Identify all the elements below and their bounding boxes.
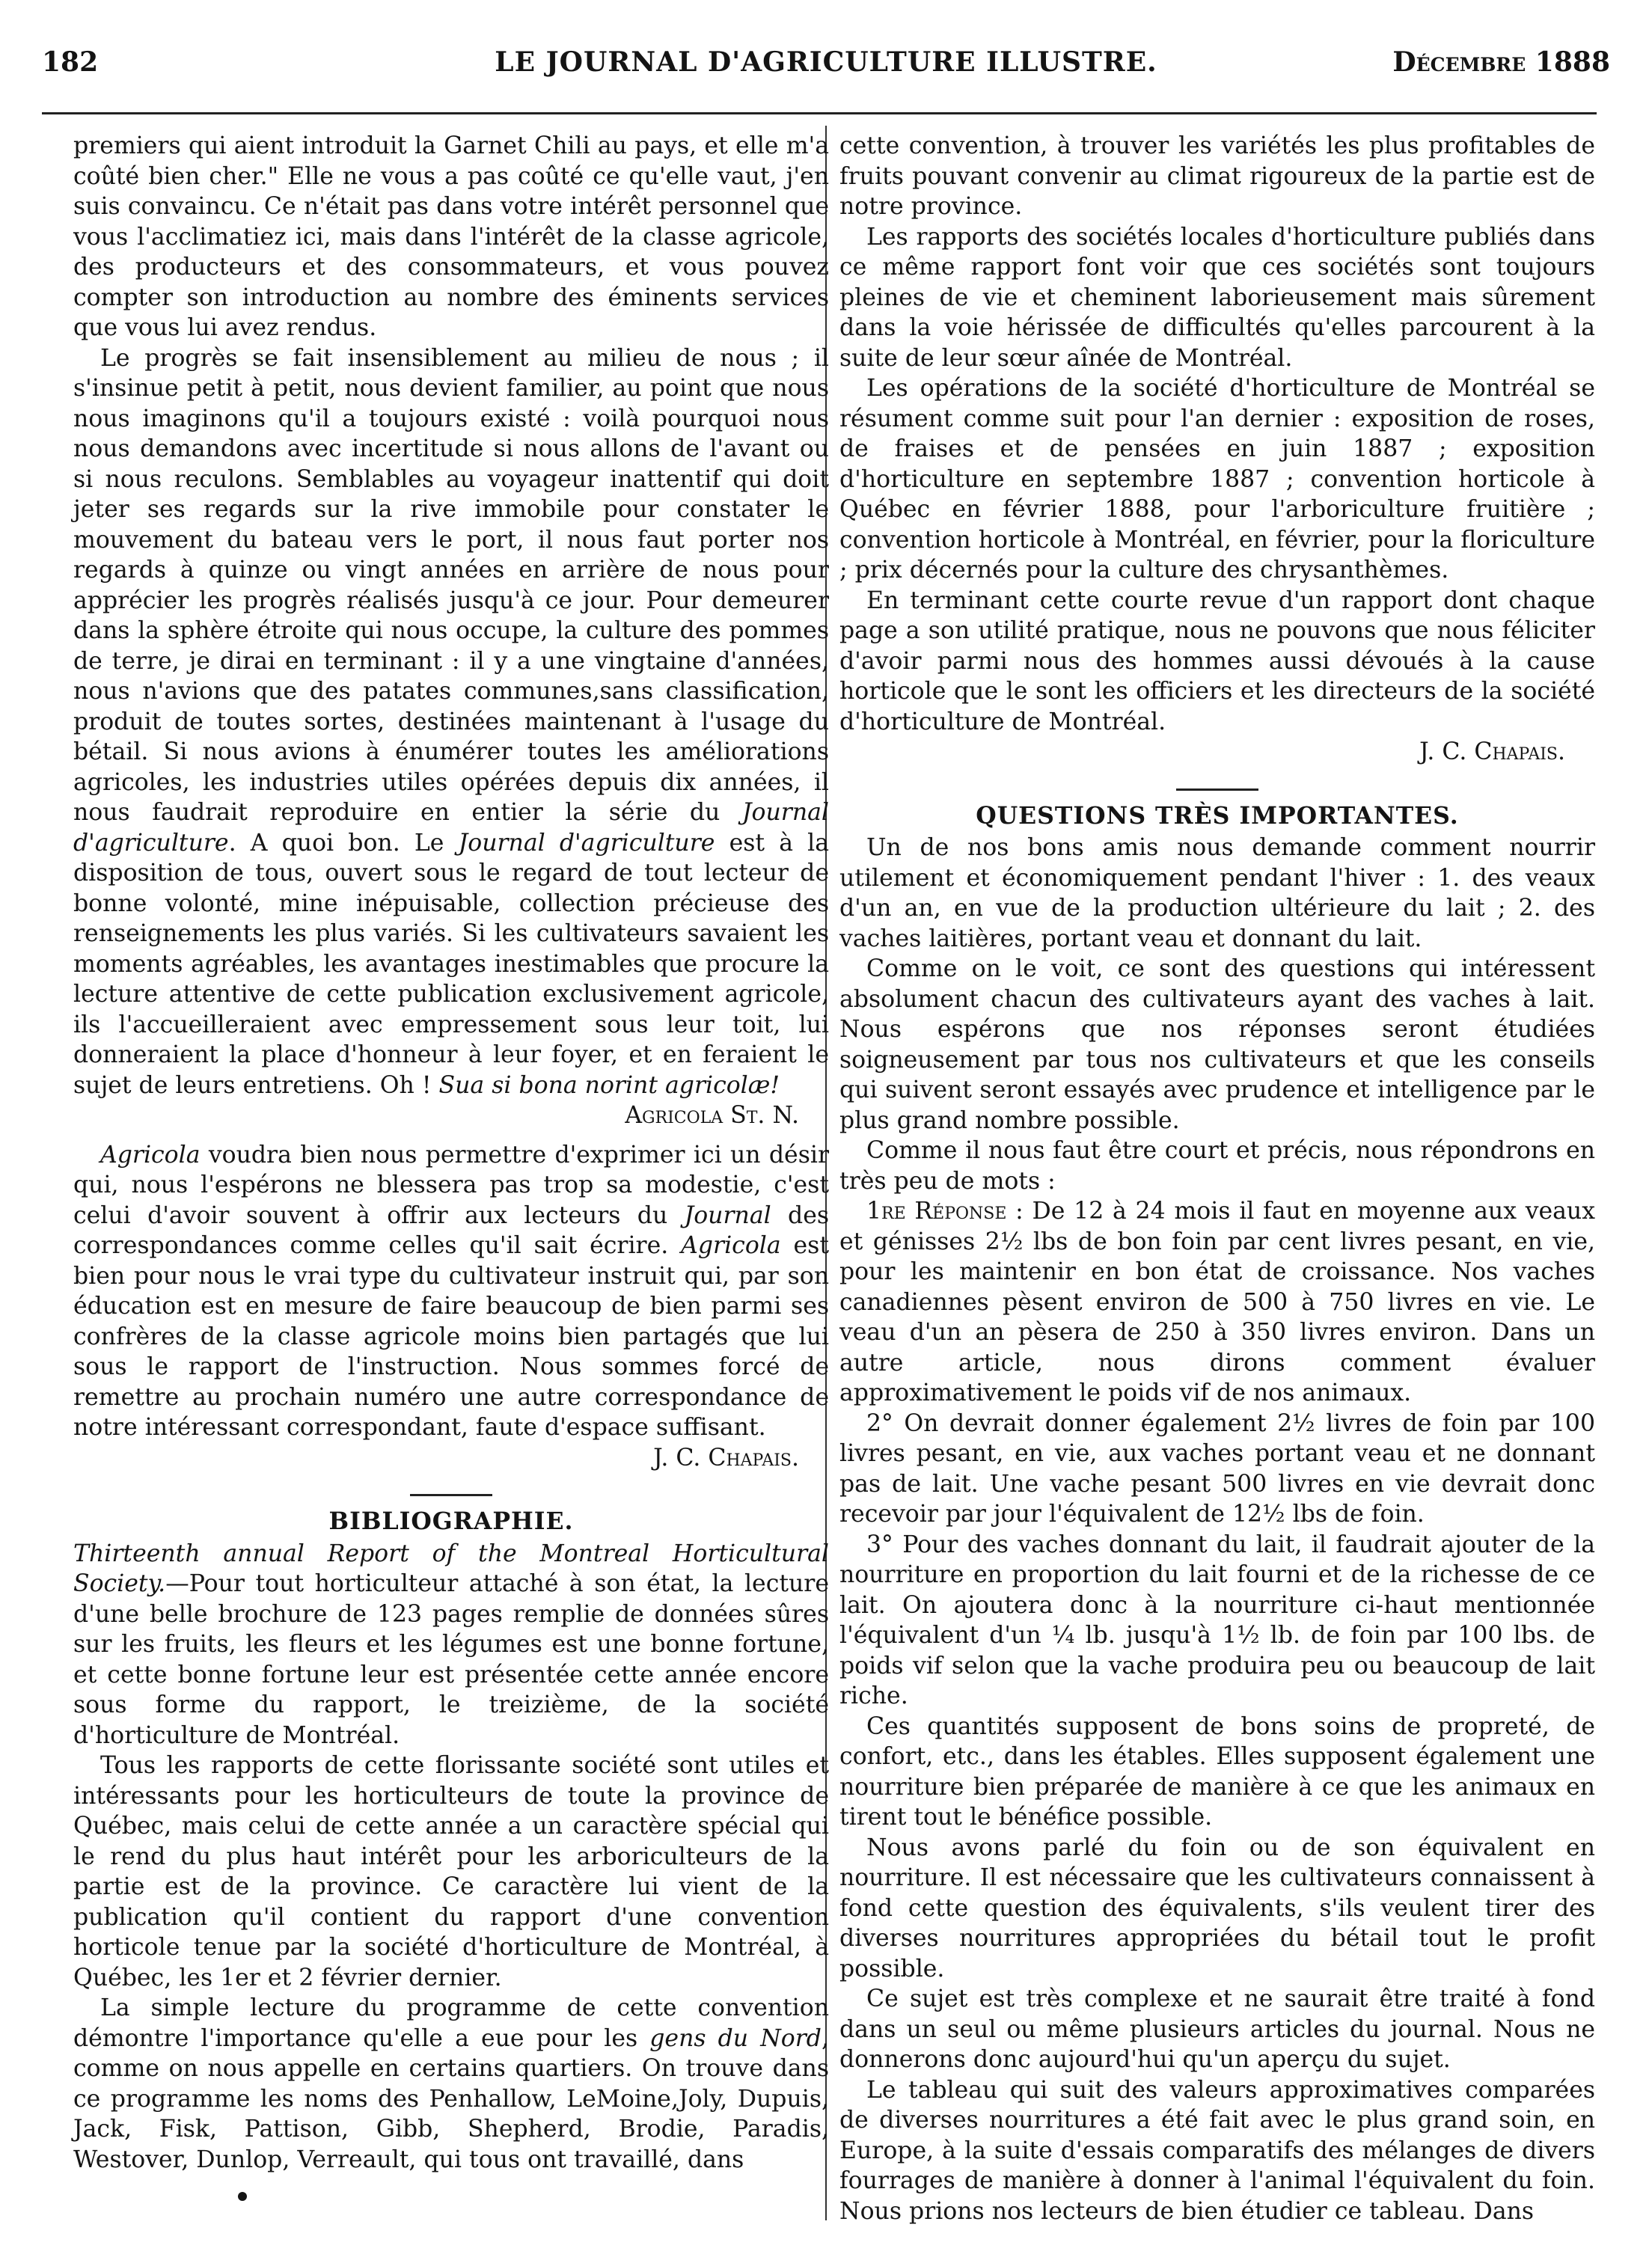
signature: J. C. Chapais. <box>653 1444 799 1472</box>
paragraph: 2° On devrait donner également 2½ livres de foin par 100 livres pesant, en vie, aux vaches portant veau et ne donnant pas de lait. Une vache pesant 500 livres en vie devrait donc recevoir par jour l'équivalent de 12½ lbs de foin. <box>839 1409 1595 1528</box>
paragraph-text: —Pour tout horticulteur attaché à son état, la lecture d'une belle brochure de 123 pages remplie de données sûres sur les fruits, les fleurs et les légumes est une bonne fortune, et cette bonne fortune leur est présentée cette année encore sous forme du rapport, le treizième, de la société d'horticulture de Montréal. <box>73 1570 829 1749</box>
paragraph <box>73 1140 829 1443</box>
paragraph-text: est à la disposition de tous, ouvert sous le regard de tout lecteur de bonne volonté, mine inépuisable, collection précieuse des renseignements les plus variés. Si les cultivateurs savaient les moments agréables, les avantages inestimables que procure la lecture attentive de cette publication exclusivement agricole, ils l'accueilleraient avec empressement sous leur toit, lui donneraient la place d'honneur à leur foyer, et en feraient le sujet de leurs entretiens. Oh ! <box>73 829 829 1099</box>
signature: J. C. Chapais. <box>1419 738 1565 765</box>
paragraph: Les opérations de la société d'horticulture de Montréal se résument comme suit pour l'an dernier : exposition de roses, de fraises et de pensées en juin 1887 ; exposition d'horticulture en septembre 1887 ; convention horticole à Québec en février 1888, pour l'arboriculture fruitière ; convention horticole à Montréal, en février, pour la floriculture ; prix décernés pour la culture des chrysanthèmes. <box>839 375 1595 584</box>
report-title: Thirteenth annual Report of the Montreal Horticultural Society. <box>73 1540 829 1597</box>
paragraph: Le tableau qui suit des valeurs approximatives comparées de diverses nourritures a été fait avec le plus grand soin, en Europe, à la suite d'essais comparatifs des mélanges de divers fourrages de manière à donner à l'animal l'équivalent du foin. Nous prions nos lecteurs de bien étudier ce tableau. Dans <box>839 2076 1595 2225</box>
paragraph: Comme on le voit, ce sont des questions qui intéressent absolument chacun des cultivateurs ayant des vaches à lait. Nous espérons que nos réponses seront étudiées soigneusement par tous nos cultivateurs et que les conseils qui suivent seront essayés avec prudence et intelligence par le plus grand nombre possible. <box>839 955 1595 1134</box>
journal-title: LE JOURNAL D'AGRICULTURE ILLUSTRE. <box>495 46 1157 78</box>
paragraph <box>73 1993 829 2175</box>
issue-date: Décembre 1888 <box>1392 46 1610 78</box>
latin-quote: Sua si bona norint agricolæ! <box>438 1071 780 1099</box>
paragraph: Tous les rapports de cette florissante société sont utiles et intéressants pour les horticulteurs de toute la province de Québec, mais celui de cette année a un caractère spécial qui le rend du plus haut intérêt pour les arboriculteurs de la partie est de la province. Ce caractère lui vient de la publication qu'il contient du rapport d'une convention horticole tenue par la société d'horticulture de Montréal, à Québec, les 1er et 2 février dernier. <box>73 1752 829 1991</box>
paragraph: 3° Pour des vaches donnant du lait, il faudrait ajouter de la nourriture en proportion du lait fourni et de la richesse de ce lait. On ajoutera donc à la nourriture ci-haut mentionnée l'équivalent d'un ¼ lb. jusqu'à 1½ lb. de foin par 100 lbs. de poids vif selon que la vache produira peu ou beaucoup de lait riche. <box>839 1531 1595 1709</box>
emphasis: Journal <box>684 1201 771 1229</box>
paragraph: Les rapports des sociétés locales d'horticulture publiés dans ce même rapport font voir que ces sociétés sont toujours pleines de vie et cheminent laborieusement mais sûrement dans la voie hérissée de difficultés qu'elles parcourent à la suite de leur sœur aînée de Montréal. <box>839 223 1595 372</box>
paragraph-text: Le progrès se fait insensiblement au milieu de nous ; il s'insinue petit à petit, nous devient familier, au point que nous nous imaginons qu'il a toujours existé : voilà pourquoi nous nous demandons avec incertitude si nous allons de l'avant ou si nous reculons. Semblables au voyageur inattentif qui doit jeter ses regards sur la rive immobile pour constater le mouvement du bateau vers le port, il nous faut porter nos regards à quinze ou vingt années en arrière de nous pour apprécier les progrès réalisés jusqu'à ce jour. Pour demeurer dans la sphère étroite qui nous occupe, la culture des pommes de terre, je dirai en terminant : il y a une vingtaine d'années, nous n'avions que des patates communes,sans classification, produit de toutes sortes, destinées maintenant à l'usage du bétail. Si nous avions à énumérer toutes les améliorations agricoles, les industries utiles opérées depuis dix années, il nous faudrait reproduire en entier la série du <box>73 344 829 826</box>
signature: Agricola St. N. <box>625 1102 799 1129</box>
paragraph-text: , comme on nous appelle en certains quartiers. On trouve dans ce programme les noms des Penhallow, LeMoine,Joly, Dupuis, Jack, Fisk, Pattison, Gibb, Shepherd, Brodie, Paradis, Westover, Dunlop, Verreault, qui tous ont travaillé, dans <box>73 2024 829 2173</box>
emphasis: Agricola <box>100 1141 201 1169</box>
bullet-dot <box>238 2192 247 2201</box>
paragraph-text: est bien pour nous le vrai type du cultivateur instruit qui, par son éducation est en mesure de faire beaucoup de bien parmi ses confrères de la classe agricole moins bien partagés que lui sous le rapport de l'instruction. Nous sommes forcé de remettre au prochain numéro une autre correspondance de notre intéressant correspondant, faute d'espace suffisant. <box>73 1232 829 1441</box>
section-separator <box>410 1494 492 1496</box>
left-column <box>73 131 829 2175</box>
paragraph: Un de nos bons amis nous demande comment nourrir utilement et économiquement pendant l'hiver : 1. des veaux d'un an, en vue de la production ultérieure du lait ; 2. des vaches laitières, portant veau et donnant du lait. <box>839 834 1595 952</box>
section-heading: QUESTIONS TRÈS IMPORTANTES. <box>976 801 1459 830</box>
paragraph-text: des correspondances comme celles qu'il sait écrire. <box>73 1201 830 1259</box>
emphasis: gens du Nord <box>649 2024 822 2052</box>
paragraph-text: : De 12 à 24 mois il faut en moyenne aux veaux et génisses 2½ lbs de bon foin par cent livres pesant, en vie, pour les maintenir en bon état de croissance. Nos vaches canadiennes pèsent environ de 500 à 750 livres en vie. Le veau d'un an pèsera de 250 à 350 livres environ. Dans un autre article, nous dirons comment évaluer approximativement le poids vif de nos animaux. <box>839 1198 1595 1406</box>
paragraph: premiers qui aient introduit la Garnet Chili au pays, et elle m'a coûté bien cher." Elle ne vous a pas coûté ce qu'elle vaut, j'en suis convaincu. Ce n'était pas dans votre intérêt personnel que vous l'acclimatiez ici, mais dans l'intérêt de la classe agricole, des producteurs et des consommateurs, et vous pouvez compter son introduction au nombre des éminents services que vous lui avez rendus. <box>73 132 829 341</box>
paragraph: En terminant cette courte revue d'un rapport dont chaque page a son utilité pratique, nous ne pouvons que nous féliciter d'avoir parmi nous des hommes aussi dévoués à la cause horticole que le sont les officiers et les directeurs de la société d'horticulture de Montréal. <box>839 587 1595 735</box>
section-separator <box>1176 788 1258 791</box>
page-number: 182 <box>42 46 99 78</box>
paragraph <box>839 1196 1595 1409</box>
right-column <box>839 131 1595 2226</box>
paragraph: Ces quantités supposent de bons soins de propreté, de confort, etc., dans les étables. Elles supposent également une nourriture bien préparée de manière à ce que les animaux en tirent tout le bénéfice possible. <box>839 1712 1595 1831</box>
paragraph <box>73 1539 829 1751</box>
emphasis: Journal d'agriculture <box>458 829 715 857</box>
emphasis: Agricola <box>681 1232 781 1259</box>
paragraph-text: . A quoi bon. Le <box>228 829 459 857</box>
paragraph <box>73 343 829 1101</box>
header-rule <box>42 112 1597 114</box>
paragraph-text: La simple lecture du programme de cette convention démontre l'importance qu'elle a eue pour les <box>73 1994 829 2052</box>
paragraph-text: voudra bien nous permettre d'exprimer ici un désir qui, nous l'espérons ne blessera pas trop sa modestie, c'est celui d'avoir souvent à offrir aux lecteurs du <box>73 1141 829 1229</box>
emphasis: Journal d'agriculture <box>73 799 829 857</box>
section-heading: BIBLIOGRAPHIE. <box>328 1507 574 1535</box>
paragraph: cette convention, à trouver les variétés les plus profitables de fruits pouvant convenir au climat rigoureux de la partie est de notre province. <box>839 132 1595 220</box>
paragraph: Comme il nous faut être court et précis, nous répondrons en très peu de mots : <box>839 1137 1595 1195</box>
paragraph: Ce sujet est très complexe et ne saurait être traité à fond dans un seul ou même plusieurs articles du journal. Nous ne donnerons donc aujourd'hui qu'un aperçu du sujet. <box>839 1985 1595 2073</box>
running-header <box>42 46 1610 85</box>
answer-label: 1re Réponse <box>866 1198 1007 1225</box>
paragraph: Nous avons parlé du foin ou de son équivalent en nourriture. Il est nécessaire que les cultivateurs connaissent à fond cette question des équivalents, s'ils veulent tirer des diverses nourritures appropriées du bétail tout le profit possible. <box>839 1834 1595 1982</box>
